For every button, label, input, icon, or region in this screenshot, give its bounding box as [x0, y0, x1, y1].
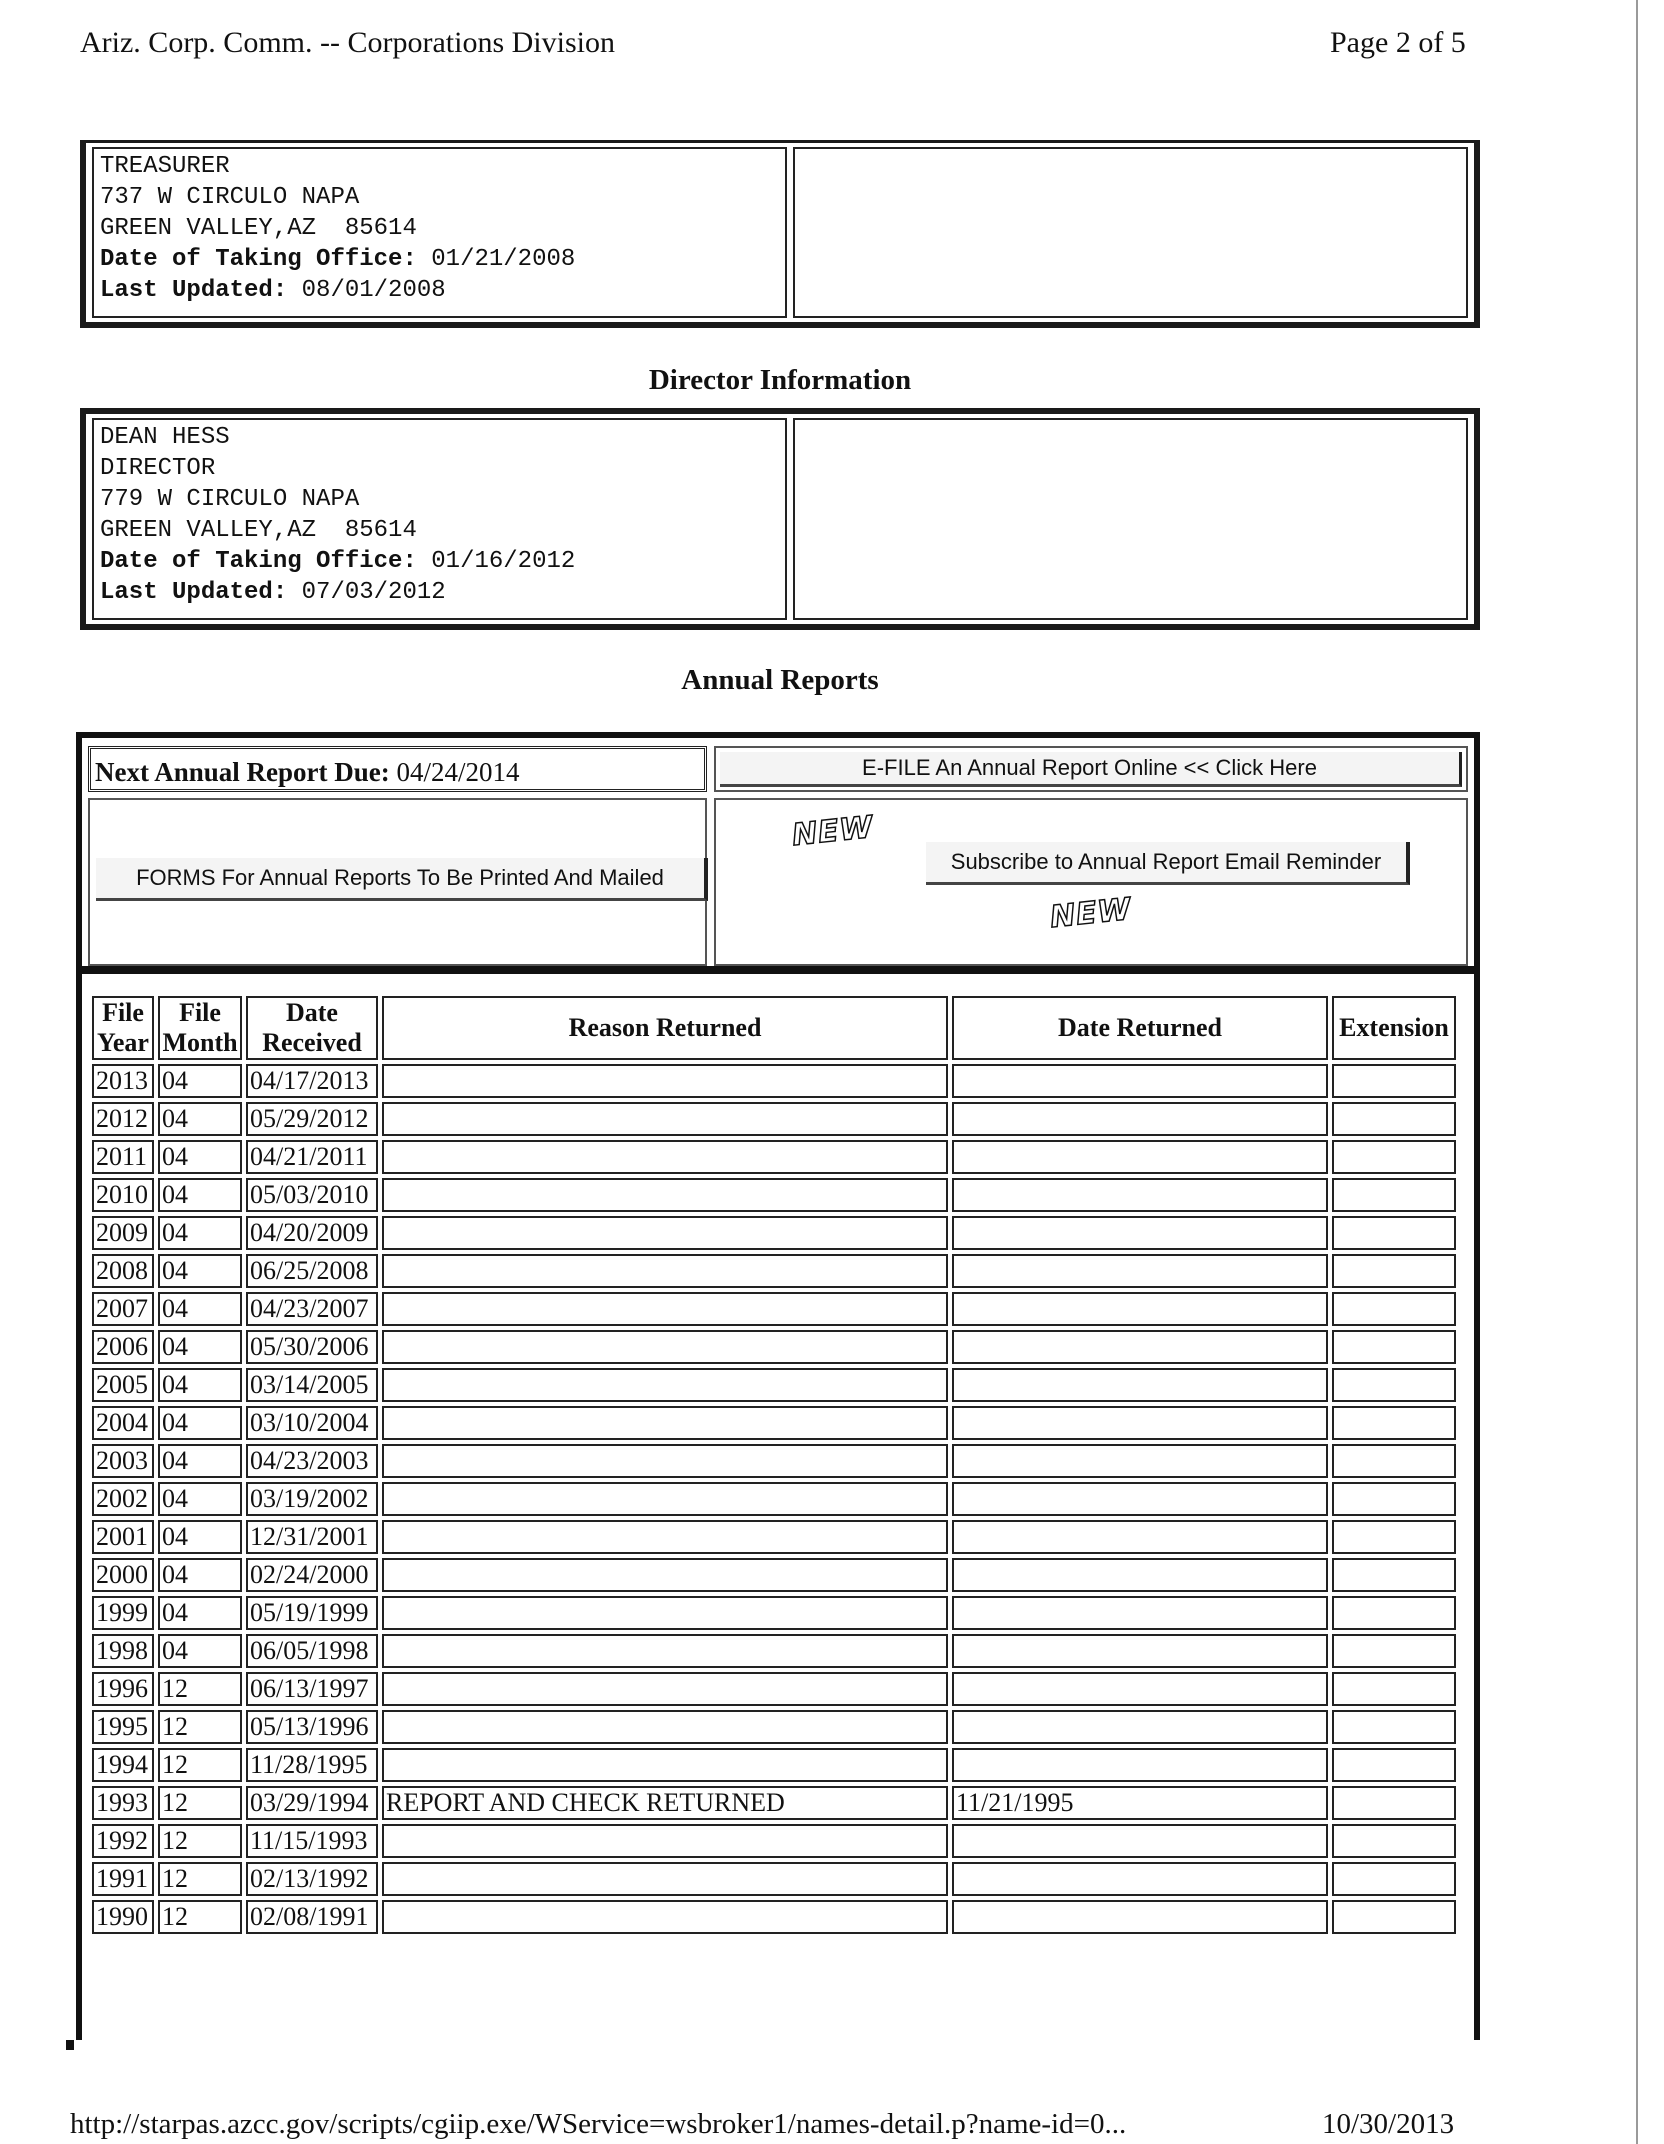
- table-cell: 12: [158, 1710, 242, 1744]
- table-cell: 04/23/2007: [246, 1292, 378, 1326]
- footer-date: 10/30/2013: [1322, 2108, 1455, 2140]
- table-cell: 04: [158, 1178, 242, 1212]
- director-details: [92, 418, 787, 620]
- director-line: DIRECTOR: [100, 455, 216, 482]
- table-cell: [382, 1254, 948, 1288]
- table-cell: 12: [158, 1824, 242, 1858]
- table-cell: [1332, 1292, 1456, 1326]
- table-cell: 2004: [92, 1406, 154, 1440]
- table-cell: 12/31/2001: [246, 1520, 378, 1554]
- table-cell: [382, 1862, 948, 1896]
- table-cell: [1332, 1520, 1456, 1554]
- table-cell: 2011: [92, 1140, 154, 1174]
- table-cell: [1332, 1900, 1456, 1934]
- table-cell: 05/03/2010: [246, 1178, 378, 1212]
- next-report-due: [88, 746, 707, 792]
- table-cell: 02/08/1991: [246, 1900, 378, 1934]
- table-cell: [382, 1178, 948, 1212]
- table-cell: 05/30/2006: [246, 1330, 378, 1364]
- table-cell: 04: [158, 1102, 242, 1136]
- table-row: [92, 1330, 1456, 1364]
- table-cell: 1998: [92, 1634, 154, 1668]
- table-row: [92, 1900, 1456, 1934]
- table-cell: 02/24/2000: [246, 1558, 378, 1592]
- table-cell: [1332, 1216, 1456, 1250]
- table-cell: [952, 1254, 1328, 1288]
- new-badge-icon: NEW: [790, 809, 876, 854]
- table-cell: [952, 1748, 1328, 1782]
- column-header: Date Returned: [952, 996, 1328, 1060]
- treasurer-line: GREEN VALLEY,AZ 85614: [100, 215, 417, 242]
- table-row: [92, 1406, 1456, 1440]
- table-cell: [1332, 1596, 1456, 1630]
- table-cell: [382, 1406, 948, 1440]
- table-cell: [382, 1444, 948, 1478]
- table-cell: 04: [158, 1520, 242, 1554]
- table-cell: [952, 1178, 1328, 1212]
- table-cell: 2003: [92, 1444, 154, 1478]
- table-row: [92, 1634, 1456, 1668]
- table-row: [92, 1140, 1456, 1174]
- table-cell: 2012: [92, 1102, 154, 1136]
- table-cell: 05/19/1999: [246, 1596, 378, 1630]
- table-cell: [952, 1634, 1328, 1668]
- table-cell: [952, 1558, 1328, 1592]
- table-row: [92, 1368, 1456, 1402]
- table-cell: 02/13/1992: [246, 1862, 378, 1896]
- table-cell: REPORT AND CHECK RETURNED: [382, 1786, 948, 1820]
- table-row: [92, 1710, 1456, 1744]
- next-report-due-value: 04/24/2014: [389, 757, 520, 787]
- table-cell: [382, 1140, 948, 1174]
- table-cell: 04: [158, 1368, 242, 1402]
- table-cell: [1332, 1482, 1456, 1516]
- table-cell: 04/17/2013: [246, 1064, 378, 1098]
- subscribe-cell: [714, 798, 1468, 966]
- table-cell: 11/15/1993: [246, 1824, 378, 1858]
- table-cell: 2009: [92, 1216, 154, 1250]
- table-cell: 06/25/2008: [246, 1254, 378, 1288]
- subscribe-email-reminder-button[interactable]: Subscribe to Annual Report Email Reminder: [926, 842, 1410, 885]
- table-cell: 04/21/2011: [246, 1140, 378, 1174]
- table-cell: [382, 1634, 948, 1668]
- table-cell: 1995: [92, 1710, 154, 1744]
- table-cell: 04: [158, 1596, 242, 1630]
- print-forms-button[interactable]: FORMS For Annual Reports To Be Printed And Mailed: [96, 858, 708, 901]
- table-cell: 2010: [92, 1178, 154, 1212]
- annual-reports-panel: [76, 732, 1480, 2040]
- table-cell: 03/10/2004: [246, 1406, 378, 1440]
- table-cell: [1332, 1368, 1456, 1402]
- column-header: Extension: [1332, 996, 1456, 1060]
- table-row: [92, 1064, 1456, 1098]
- new-badge-icon: NEW: [1048, 891, 1134, 936]
- table-cell: [1332, 1558, 1456, 1592]
- table-cell: 12: [158, 1900, 242, 1934]
- director-section-title: Director Information: [648, 364, 912, 396]
- table-cell: [1332, 1254, 1456, 1288]
- table-cell: [952, 1064, 1328, 1098]
- table-row: [92, 1444, 1456, 1478]
- table-cell: 03/19/2002: [246, 1482, 378, 1516]
- table-cell: [382, 1558, 948, 1592]
- table-cell: 03/14/2005: [246, 1368, 378, 1402]
- table-cell: 04: [158, 1558, 242, 1592]
- director-line: GREEN VALLEY,AZ 85614: [100, 517, 417, 544]
- table-row: [92, 1254, 1456, 1288]
- treasurer-details: [92, 147, 787, 318]
- table-row: [92, 1748, 1456, 1782]
- table-cell: [1332, 1824, 1456, 1858]
- table-cell: 1992: [92, 1824, 154, 1858]
- table-cell: 04/20/2009: [246, 1216, 378, 1250]
- table-cell: [382, 1748, 948, 1782]
- table-cell: [1332, 1406, 1456, 1440]
- table-cell: 2013: [92, 1064, 154, 1098]
- table-body: [92, 1064, 1456, 1934]
- treasurer-box: [80, 140, 1480, 328]
- table-cell: [382, 1102, 948, 1136]
- treasurer-line: TREASURER: [100, 153, 230, 180]
- table-header-row: [92, 996, 1456, 1060]
- table-row: [92, 1216, 1456, 1250]
- table-cell: 04: [158, 1444, 242, 1478]
- table-cell: [952, 1520, 1328, 1554]
- table-cell: 04: [158, 1330, 242, 1364]
- table-cell: 04: [158, 1634, 242, 1668]
- table-cell: [952, 1596, 1328, 1630]
- scan-edge-line: [1636, 0, 1638, 2144]
- table-cell: [952, 1292, 1328, 1326]
- table-cell: 04: [158, 1140, 242, 1174]
- table-cell: 1996: [92, 1672, 154, 1706]
- table-row: [92, 1596, 1456, 1630]
- table-row: [92, 1102, 1456, 1136]
- table-cell: [382, 1330, 948, 1364]
- table-cell: [1332, 1862, 1456, 1896]
- table-cell: 04/23/2003: [246, 1444, 378, 1478]
- table-cell: 12: [158, 1862, 242, 1896]
- treasurer-line: 737 W CIRCULO NAPA: [100, 184, 360, 211]
- table-cell: [952, 1482, 1328, 1516]
- table-cell: 2008: [92, 1254, 154, 1288]
- table-cell: 03/29/1994: [246, 1786, 378, 1820]
- table-cell: 1993: [92, 1786, 154, 1820]
- table-cell: [382, 1292, 948, 1326]
- table-cell: [952, 1330, 1328, 1364]
- table-cell: 2007: [92, 1292, 154, 1326]
- last-updated-value: 07/03/2012: [287, 579, 446, 606]
- table-cell: 1991: [92, 1862, 154, 1896]
- table-cell: 12: [158, 1786, 242, 1820]
- table-row: [92, 1824, 1456, 1858]
- table-cell: [382, 1900, 948, 1934]
- table-cell: [1332, 1444, 1456, 1478]
- next-report-due-label: Next Annual Report Due:: [95, 757, 390, 787]
- table-cell: [1332, 1064, 1456, 1098]
- table-row: [92, 1482, 1456, 1516]
- table-cell: 11/28/1995: [246, 1748, 378, 1782]
- column-header: Date Received: [246, 996, 378, 1060]
- table-cell: [952, 1824, 1328, 1858]
- table-cell: [382, 1710, 948, 1744]
- table-cell: [382, 1520, 948, 1554]
- column-header: Reason Returned: [382, 996, 948, 1060]
- table-cell: 04: [158, 1292, 242, 1326]
- table-cell: [1332, 1330, 1456, 1364]
- annual-reports-table: [88, 992, 1460, 1938]
- taking-office-value: 01/16/2012: [416, 548, 576, 575]
- director-line: 779 W CIRCULO NAPA: [100, 486, 360, 513]
- table-cell: [1332, 1710, 1456, 1744]
- table-cell: 04: [158, 1254, 242, 1288]
- table-cell: [952, 1672, 1328, 1706]
- table-cell: [382, 1368, 948, 1402]
- forms-cell: [88, 798, 707, 966]
- table-cell: [382, 1482, 948, 1516]
- table-cell: [382, 1596, 948, 1630]
- table-cell: [1332, 1672, 1456, 1706]
- director-line: DEAN HESS: [100, 424, 230, 451]
- table-cell: [952, 1862, 1328, 1896]
- table-cell: 04: [158, 1216, 242, 1250]
- table-row: [92, 1862, 1456, 1896]
- table-cell: [1332, 1748, 1456, 1782]
- table-cell: [952, 1406, 1328, 1440]
- director-box: [80, 408, 1480, 630]
- table-cell: 04: [158, 1406, 242, 1440]
- table-row: [92, 1178, 1456, 1212]
- table-cell: [382, 1672, 948, 1706]
- table-cell: 12: [158, 1672, 242, 1706]
- section-divider: [82, 966, 1474, 974]
- table-cell: 2005: [92, 1368, 154, 1402]
- table-cell: [952, 1216, 1328, 1250]
- table-cell: [382, 1216, 948, 1250]
- scan-mark: [66, 2040, 74, 2050]
- table-cell: [952, 1444, 1328, 1478]
- table-cell: [382, 1064, 948, 1098]
- table-cell: [1332, 1178, 1456, 1212]
- table-cell: 1990: [92, 1900, 154, 1934]
- table-row: [92, 1786, 1456, 1820]
- table-cell: [952, 1368, 1328, 1402]
- table-cell: 2001: [92, 1520, 154, 1554]
- column-header: File Year: [92, 996, 154, 1060]
- table-row: [92, 1672, 1456, 1706]
- table-cell: 12: [158, 1748, 242, 1782]
- table-cell: 04: [158, 1064, 242, 1098]
- table-cell: [1332, 1634, 1456, 1668]
- table-cell: [382, 1824, 948, 1858]
- last-updated-label: Last Updated:: [100, 277, 288, 304]
- taking-office-label: Date of Taking Office:: [100, 246, 417, 273]
- table-cell: 1999: [92, 1596, 154, 1630]
- table-cell: 06/13/1997: [246, 1672, 378, 1706]
- table-cell: 2000: [92, 1558, 154, 1592]
- page-header-title: Ariz. Corp. Comm. -- Corporations Division: [80, 26, 615, 59]
- page-number: Page 2 of 5: [1330, 26, 1466, 59]
- table-cell: 04: [158, 1482, 242, 1516]
- table-cell: [1332, 1102, 1456, 1136]
- treasurer-empty-cell: [793, 147, 1468, 318]
- table-row: [92, 1558, 1456, 1592]
- taking-office-label: Date of Taking Office:: [100, 548, 417, 575]
- table-cell: [952, 1140, 1328, 1174]
- taking-office-value: 01/21/2008: [416, 246, 576, 273]
- table-cell: 11/21/1995: [952, 1786, 1328, 1820]
- table-row: [92, 1292, 1456, 1326]
- annual-reports-title: Annual Reports: [681, 664, 879, 696]
- table-cell: 2006: [92, 1330, 154, 1364]
- efile-cell: [714, 746, 1468, 792]
- last-updated-label: Last Updated:: [100, 579, 288, 606]
- director-empty-cell: [793, 418, 1468, 620]
- table-cell: [952, 1900, 1328, 1934]
- footer-url: http://starpas.azcc.gov/scripts/cgiip.exe/WService=wsbroker1/names-detail.p?name-id=0...: [70, 2108, 1127, 2140]
- table-cell: 2002: [92, 1482, 154, 1516]
- table-cell: 1994: [92, 1748, 154, 1782]
- table-cell: [1332, 1786, 1456, 1820]
- column-header: File Month: [158, 996, 242, 1060]
- table-cell: [952, 1710, 1328, 1744]
- table-cell: 05/13/1996: [246, 1710, 378, 1744]
- table-cell: 05/29/2012: [246, 1102, 378, 1136]
- table-cell: [1332, 1140, 1456, 1174]
- table-cell: [952, 1102, 1328, 1136]
- table-row: [92, 1520, 1456, 1554]
- efile-annual-report-button[interactable]: E-FILE An Annual Report Online << Click Here: [720, 752, 1462, 787]
- last-updated-value: 08/01/2008: [287, 277, 446, 304]
- table-cell: 06/05/1998: [246, 1634, 378, 1668]
